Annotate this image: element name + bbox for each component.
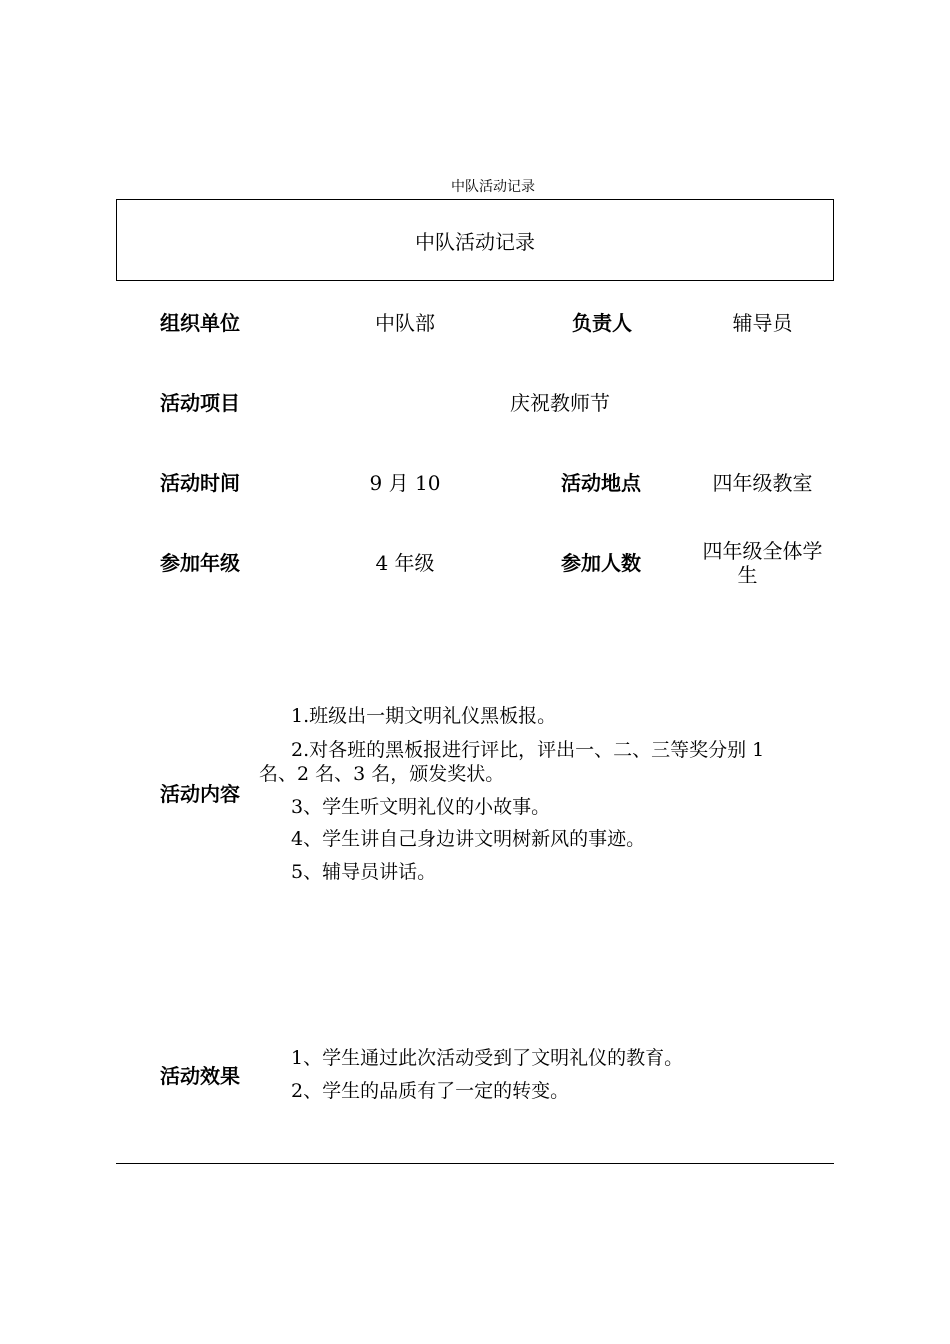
participants-value-line1: 四年级全体学 bbox=[702, 539, 823, 563]
content-item: 1.班级出一期文明礼仪黑板报。 bbox=[291, 705, 557, 727]
running-header: 中队活动记录 bbox=[451, 179, 535, 195]
content-label: 活动内容 bbox=[160, 782, 240, 806]
page-title: 中队活动记录 bbox=[415, 230, 535, 254]
person-in-charge-label: 负责人 bbox=[572, 311, 632, 335]
activity-place-label: 活动地点 bbox=[561, 471, 641, 495]
grade-label: 参加年级 bbox=[160, 551, 240, 575]
content-item: 4、学生讲自己身边讲文明树新风的事迹。 bbox=[291, 828, 646, 850]
activity-item-value: 庆祝教师节 bbox=[510, 391, 610, 415]
effect-item: 2、学生的品质有了一定的转变。 bbox=[291, 1080, 570, 1102]
activity-place-value: 四年级教室 bbox=[712, 471, 813, 495]
participants-value-line2: 生 bbox=[737, 563, 758, 587]
person-in-charge-value: 辅导员 bbox=[732, 311, 793, 335]
content-item: 3、学生听文明礼仪的小故事。 bbox=[291, 796, 551, 818]
content-item: 2.对各班的黑板报进行评比，评出一、二、三等奖分别 1 bbox=[291, 739, 765, 761]
effect-item: 1、学生通过此次活动受到了文明礼仪的教育。 bbox=[291, 1047, 684, 1069]
activity-time-label: 活动时间 bbox=[160, 471, 240, 495]
effect-label: 活动效果 bbox=[160, 1064, 240, 1088]
content-item: 名、2 名、3 名，颁发奖状。 bbox=[259, 763, 505, 785]
bottom-rule bbox=[116, 1163, 834, 1164]
grade-value: 4 年级 bbox=[375, 551, 435, 575]
org-unit-value: 中队部 bbox=[375, 311, 435, 335]
activity-time-value: 9 月 10 bbox=[369, 471, 441, 495]
title-box bbox=[116, 199, 834, 281]
org-unit-label: 组织单位 bbox=[160, 311, 240, 335]
participants-label: 参加人数 bbox=[561, 551, 641, 575]
content-item: 5、辅导员讲话。 bbox=[291, 861, 437, 883]
activity-item-label: 活动项目 bbox=[160, 391, 240, 415]
